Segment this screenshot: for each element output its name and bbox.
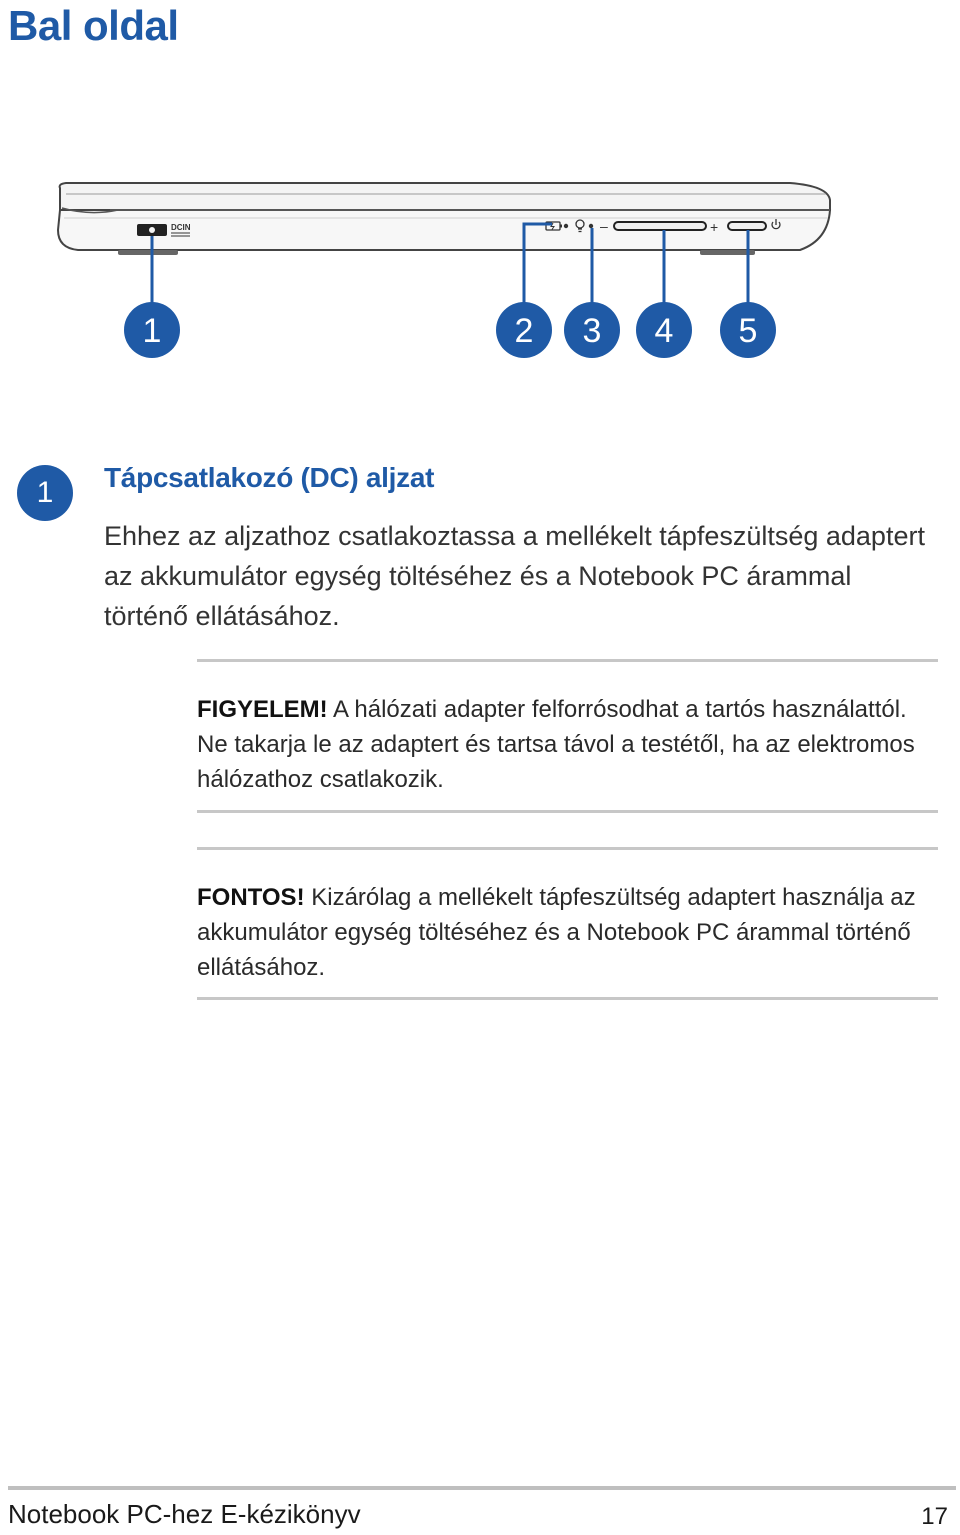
- warning-note: [197, 692, 942, 797]
- warning-label: FIGYELEM!: [197, 696, 328, 723]
- callout-number: 2: [514, 312, 534, 350]
- item-number-badge: 1: [17, 465, 73, 521]
- important-bottom-rule: [197, 997, 938, 1000]
- item-title: Tápcsatlakozó (DC) aljzat: [104, 462, 435, 493]
- volume-plus-label: +: [710, 219, 719, 235]
- laptop-left-side-diagram: [0, 150, 960, 380]
- callout-number: 3: [582, 312, 602, 350]
- item-description: Ehhez az aljzathoz csatlakoztassa a mellékelt tápfeszültség adaptert az akkumulátor egység töltéséhez és a Notebook PC árammal történő ellátásához.: [104, 521, 925, 631]
- callout-number: 4: [654, 312, 674, 350]
- callout-number: 1: [142, 312, 162, 350]
- page-number: 17: [921, 1503, 948, 1530]
- important-label: FONTOS!: [197, 884, 305, 911]
- important-text: Kizárólag a mellékelt tápfeszültség adaptert használja az akkumulátor egység töltéséhez és a Notebook PC árammal történő ellátásához.: [197, 884, 916, 981]
- important-note: [197, 880, 942, 985]
- volume-minus-label: –: [600, 218, 608, 234]
- callout-1: [124, 302, 180, 358]
- warning-top-rule: [197, 659, 938, 662]
- dcin-port-label: DCIN: [171, 223, 191, 232]
- callout-2: [496, 302, 552, 358]
- callout-3: [564, 302, 620, 358]
- page-title: Bal oldal: [8, 2, 179, 49]
- callout-4: [636, 302, 692, 358]
- footer-rule: [8, 1486, 956, 1490]
- callout-number: 5: [738, 312, 758, 350]
- footer-title: Notebook PC-hez E-kézikönyv: [8, 1499, 361, 1529]
- important-top-rule: [197, 847, 938, 850]
- warning-bottom-rule: [197, 810, 938, 813]
- warning-text: A hálózati adapter felforrósodhat a tartós használattól. Ne takarja le az adaptert és tartsa távol a testétől, ha az elektromos hálózathoz csatlakozik.: [197, 696, 915, 793]
- callout-5: [720, 302, 776, 358]
